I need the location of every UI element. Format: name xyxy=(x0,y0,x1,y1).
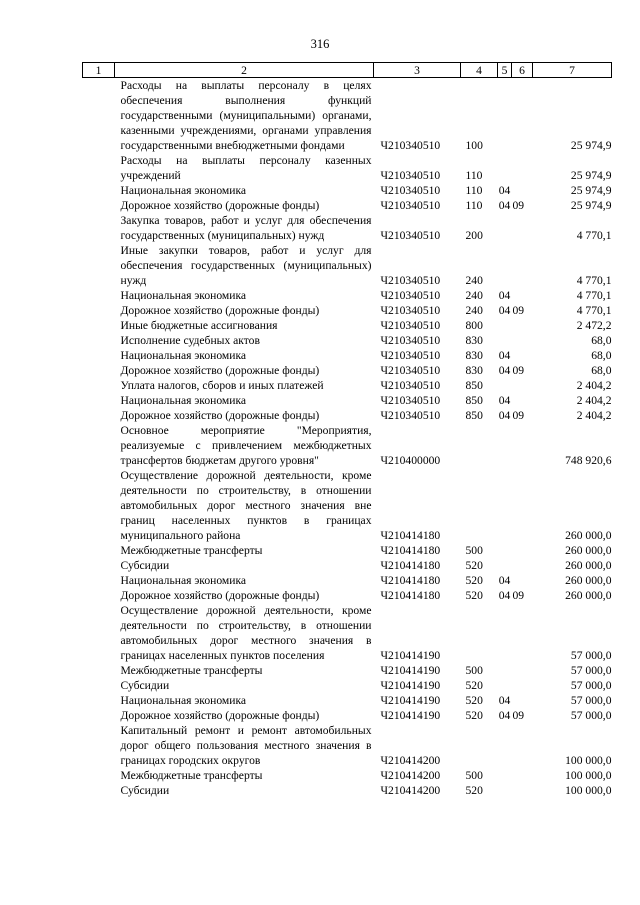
row-pr xyxy=(512,183,533,198)
row-vr xyxy=(461,468,498,543)
row-pr xyxy=(512,318,533,333)
row-blank-cell xyxy=(83,723,115,768)
row-rz xyxy=(498,558,512,573)
row-rz: 04 xyxy=(498,364,511,377)
table-row xyxy=(83,603,612,663)
table-row xyxy=(83,213,612,243)
row-blank-cell xyxy=(83,303,115,318)
row-code: Ч210340510 xyxy=(380,139,441,152)
row-code: Ч210400000 xyxy=(380,454,441,467)
row-pr xyxy=(512,678,533,693)
row-code: Ч210340510 xyxy=(380,289,441,302)
table-row xyxy=(83,318,612,333)
row-sum: 57 000,0 xyxy=(570,709,612,722)
row-blank-cell xyxy=(83,348,115,363)
row-sum: 100 000,0 xyxy=(565,784,612,797)
row-code: Ч210414200 xyxy=(380,754,441,767)
row-vr: 100 xyxy=(465,139,483,152)
table-row xyxy=(83,78,612,154)
row-name: Дорожное хозяйство (дорожные фонды) xyxy=(120,304,320,317)
row-sum: 2 404,2 xyxy=(576,379,612,392)
row-blank-cell xyxy=(83,783,115,798)
row-vr: 800 xyxy=(465,319,483,332)
row-blank-cell xyxy=(83,588,115,603)
table-row xyxy=(83,243,612,288)
row-vr: 500 xyxy=(465,769,483,782)
row-name: Межбюджетные трансферты xyxy=(120,664,263,677)
table-row xyxy=(83,333,612,348)
row-rz xyxy=(498,423,512,468)
table-row xyxy=(83,558,612,573)
row-vr: 500 xyxy=(465,664,483,677)
row-code: Ч210340510 xyxy=(380,364,441,377)
row-code: Ч210340510 xyxy=(380,304,441,317)
row-rz: 04 xyxy=(498,709,511,722)
row-code: Ч210340510 xyxy=(380,229,441,242)
row-blank-cell xyxy=(83,573,115,588)
row-vr: 520 xyxy=(465,784,483,797)
row-pr xyxy=(512,393,533,408)
row-code: Ч210414180 xyxy=(380,544,441,557)
row-vr: 520 xyxy=(465,589,483,602)
row-vr: 240 xyxy=(465,304,483,317)
row-name: Дорожное хозяйство (дорожные фонды) xyxy=(120,589,320,602)
row-rz xyxy=(498,318,512,333)
row-sum: 57 000,0 xyxy=(570,679,612,692)
row-blank-cell xyxy=(83,288,115,303)
header-col-7: 7 xyxy=(533,63,612,78)
table-row xyxy=(83,183,612,198)
row-blank-cell xyxy=(83,768,115,783)
row-blank-cell xyxy=(83,408,115,423)
row-rz: 04 xyxy=(498,394,511,407)
row-vr: 520 xyxy=(465,559,483,572)
row-code: Ч210414200 xyxy=(380,769,441,782)
row-vr: 850 xyxy=(465,394,483,407)
row-rz xyxy=(498,723,512,768)
row-blank-cell xyxy=(83,318,115,333)
row-sum: 100 000,0 xyxy=(565,754,612,767)
row-rz: 04 xyxy=(498,589,511,602)
row-name: Осуществление дорожной деятельности, кроме деятельности по строительству, в отношении автомобильных дорог местного значения вне границ населенных пунктов в границах муниципального района xyxy=(120,469,372,542)
row-sum: 4 770,1 xyxy=(576,289,612,302)
row-name: Национальная экономика xyxy=(120,289,247,302)
row-blank-cell xyxy=(83,708,115,723)
row-sum: 4 770,1 xyxy=(576,229,612,242)
header-row xyxy=(83,63,612,78)
row-name: Межбюджетные трансферты xyxy=(120,769,263,782)
row-name: Дорожное хозяйство (дорожные фонды) xyxy=(120,199,320,212)
row-name: Уплата налогов, сборов и иных платежей xyxy=(120,379,324,392)
row-sum: 68,0 xyxy=(591,364,612,377)
row-name: Расходы на выплаты персоналу казенных учреждений xyxy=(120,154,372,182)
row-sum: 260 000,0 xyxy=(565,574,612,587)
budget-table xyxy=(82,62,612,798)
row-name: Дорожное хозяйство (дорожные фонды) xyxy=(120,709,320,722)
row-vr: 500 xyxy=(465,544,483,557)
row-sum: 25 974,9 xyxy=(570,199,612,212)
table-row xyxy=(83,378,612,393)
row-sum: 748 920,6 xyxy=(565,454,612,467)
row-pr xyxy=(512,153,533,183)
row-rz xyxy=(498,678,512,693)
row-name: Национальная экономика xyxy=(120,574,247,587)
row-sum: 25 974,9 xyxy=(570,169,612,182)
row-vr: 200 xyxy=(465,229,483,242)
row-blank-cell xyxy=(83,198,115,213)
row-vr: 520 xyxy=(465,694,483,707)
row-rz xyxy=(498,243,512,288)
table-row xyxy=(83,573,612,588)
row-vr: 110 xyxy=(465,184,483,197)
row-blank-cell xyxy=(83,363,115,378)
row-blank-cell xyxy=(83,603,115,663)
row-code: Ч210340510 xyxy=(380,394,441,407)
row-sum: 68,0 xyxy=(591,334,612,347)
row-name: Субсидии xyxy=(120,679,170,692)
row-blank-cell xyxy=(83,213,115,243)
row-sum: 100 000,0 xyxy=(565,769,612,782)
row-pr xyxy=(512,288,533,303)
row-name: Иные бюджетные ассигнования xyxy=(120,319,278,332)
table-row xyxy=(83,423,612,468)
row-name: Дорожное хозяйство (дорожные фонды) xyxy=(120,409,320,422)
row-vr: 830 xyxy=(465,364,483,377)
row-code: Ч210340510 xyxy=(380,409,441,422)
row-vr: 110 xyxy=(465,169,483,182)
row-name: Осуществление дорожной деятельности, кроме деятельности по строительству, в отношении автомобильных дорог местного значения в границах населенных пунктов поселения xyxy=(120,604,372,662)
row-rz xyxy=(498,378,512,393)
row-blank-cell xyxy=(83,78,115,154)
row-rz xyxy=(498,663,512,678)
row-pr xyxy=(512,663,533,678)
row-code: Ч210414200 xyxy=(380,784,441,797)
row-vr: 850 xyxy=(465,409,483,422)
row-sum: 57 000,0 xyxy=(570,694,612,707)
row-code: Ч210340510 xyxy=(380,349,441,362)
table-header xyxy=(83,63,612,78)
row-vr: 240 xyxy=(465,274,483,287)
table-row xyxy=(83,663,612,678)
table-row xyxy=(83,678,612,693)
row-vr: 520 xyxy=(465,574,483,587)
row-blank-cell xyxy=(83,693,115,708)
row-vr: 240 xyxy=(465,289,483,302)
header-col-5: 5 xyxy=(498,63,512,78)
row-pr xyxy=(512,573,533,588)
row-name: Субсидии xyxy=(120,784,170,797)
row-code: Ч210414190 xyxy=(380,649,441,662)
row-name: Основное мероприятие "Мероприятия, реализуемые с привлечением межбюджетных трансфертов бюджетам другого уровня" xyxy=(120,424,372,467)
table-row xyxy=(83,768,612,783)
row-pr xyxy=(512,78,533,154)
row-pr xyxy=(512,543,533,558)
table-row xyxy=(83,708,612,723)
row-pr: 09 xyxy=(512,589,525,602)
row-code: Ч210340510 xyxy=(380,169,441,182)
row-code: Ч210340510 xyxy=(380,274,441,287)
row-name: Национальная экономика xyxy=(120,349,247,362)
row-blank-cell xyxy=(83,663,115,678)
page-number: 316 xyxy=(310,37,330,51)
row-name: Закупка товаров, работ и услуг для обеспечения государственных (муниципальных) нужд xyxy=(120,214,372,242)
table-row xyxy=(83,348,612,363)
row-rz: 04 xyxy=(498,184,511,197)
row-sum: 2 404,2 xyxy=(576,394,612,407)
table-row xyxy=(83,153,612,183)
row-rz: 04 xyxy=(498,199,511,212)
row-pr: 09 xyxy=(512,199,525,212)
row-code: Ч210414180 xyxy=(380,589,441,602)
row-name: Исполнение судебных актов xyxy=(120,334,260,347)
row-sum: 260 000,0 xyxy=(565,529,612,542)
row-vr xyxy=(461,603,498,663)
row-blank-cell xyxy=(83,543,115,558)
row-name: Национальная экономика xyxy=(120,394,247,407)
row-sum: 260 000,0 xyxy=(565,589,612,602)
row-blank-cell xyxy=(83,393,115,408)
row-rz xyxy=(498,468,512,543)
header-col-1: 1 xyxy=(83,63,115,78)
table-row xyxy=(83,408,612,423)
row-vr: 830 xyxy=(465,334,483,347)
row-rz: 04 xyxy=(498,409,511,422)
row-sum: 68,0 xyxy=(591,349,612,362)
row-pr: 09 xyxy=(512,709,525,722)
row-rz: 04 xyxy=(498,304,511,317)
row-rz xyxy=(498,768,512,783)
row-pr xyxy=(512,423,533,468)
row-rz xyxy=(498,213,512,243)
row-name: Межбюджетные трансферты xyxy=(120,544,263,557)
header-col-6: 6 xyxy=(512,63,533,78)
row-blank-cell xyxy=(83,153,115,183)
row-name: Капитальный ремонт и ремонт автомобильных дорог общего пользования местного значения в границах городских округов xyxy=(120,724,372,767)
row-rz xyxy=(498,543,512,558)
row-blank-cell xyxy=(83,378,115,393)
row-sum: 260 000,0 xyxy=(565,544,612,557)
row-vr xyxy=(461,423,498,468)
table-row xyxy=(83,363,612,378)
row-sum: 2 472,2 xyxy=(576,319,612,332)
row-code: Ч210414190 xyxy=(380,709,441,722)
row-rz xyxy=(498,333,512,348)
row-pr xyxy=(512,333,533,348)
row-pr xyxy=(512,378,533,393)
row-pr: 09 xyxy=(512,409,525,422)
row-pr xyxy=(512,768,533,783)
table-row xyxy=(83,303,612,318)
row-sum: 25 974,9 xyxy=(570,184,612,197)
row-pr xyxy=(512,213,533,243)
table-row xyxy=(83,783,612,798)
row-blank-cell xyxy=(83,243,115,288)
row-sum: 57 000,0 xyxy=(570,649,612,662)
row-blank-cell xyxy=(83,333,115,348)
table-row xyxy=(83,468,612,543)
row-vr: 520 xyxy=(465,679,483,692)
table-row xyxy=(83,723,612,768)
row-rz xyxy=(498,603,512,663)
row-pr xyxy=(512,243,533,288)
table-row xyxy=(83,543,612,558)
row-code: Ч210414190 xyxy=(380,694,441,707)
header-col-4: 4 xyxy=(461,63,498,78)
row-name: Субсидии xyxy=(120,559,170,572)
row-vr: 520 xyxy=(465,709,483,722)
row-pr xyxy=(512,348,533,363)
table-row xyxy=(83,198,612,213)
row-name: Дорожное хозяйство (дорожные фонды) xyxy=(120,364,320,377)
row-blank-cell xyxy=(83,423,115,468)
row-code: Ч210414190 xyxy=(380,664,441,677)
row-code: Ч210414180 xyxy=(380,559,441,572)
row-sum: 2 404,2 xyxy=(576,409,612,422)
table-row xyxy=(83,588,612,603)
table-row xyxy=(83,693,612,708)
row-rz xyxy=(498,153,512,183)
row-vr: 850 xyxy=(465,379,483,392)
row-sum: 57 000,0 xyxy=(570,664,612,677)
row-blank-cell xyxy=(83,468,115,543)
row-code: Ч210414180 xyxy=(380,574,441,587)
header-col-2: 2 xyxy=(115,63,374,78)
row-code: Ч210414180 xyxy=(380,529,441,542)
row-blank-cell xyxy=(83,183,115,198)
row-sum: 25 974,9 xyxy=(570,139,612,152)
row-code: Ч210340510 xyxy=(380,199,441,212)
row-blank-cell xyxy=(83,678,115,693)
row-rz: 04 xyxy=(498,349,511,362)
row-name: Национальная экономика xyxy=(120,694,247,707)
header-col-3: 3 xyxy=(374,63,461,78)
row-rz: 04 xyxy=(498,289,511,302)
row-code: Ч210340510 xyxy=(380,334,441,347)
row-sum: 4 770,1 xyxy=(576,274,612,287)
row-name: Национальная экономика xyxy=(120,184,247,197)
row-name: Расходы на выплаты персоналу в целях обеспечения выполнения функций государственными (муниципальными) органами, казенными учреждениями, органами управления государственными внебюджетными фондами xyxy=(120,79,372,152)
row-sum: 260 000,0 xyxy=(565,559,612,572)
row-pr xyxy=(512,558,533,573)
table-row xyxy=(83,393,612,408)
row-vr xyxy=(461,723,498,768)
row-sum: 4 770,1 xyxy=(576,304,612,317)
row-pr xyxy=(512,693,533,708)
row-vr: 110 xyxy=(465,199,483,212)
row-rz: 04 xyxy=(498,574,511,587)
row-code: Ч210414190 xyxy=(380,679,441,692)
row-code: Ч210340510 xyxy=(380,184,441,197)
row-rz xyxy=(498,783,512,798)
row-code: Ч210340510 xyxy=(380,379,441,392)
row-pr: 09 xyxy=(512,304,525,317)
row-rz: 04 xyxy=(498,694,511,707)
row-code: Ч210340510 xyxy=(380,319,441,332)
row-pr xyxy=(512,723,533,768)
table-row xyxy=(83,288,612,303)
row-pr xyxy=(512,468,533,543)
row-pr xyxy=(512,783,533,798)
table-body xyxy=(83,78,612,799)
row-pr xyxy=(512,603,533,663)
row-vr: 830 xyxy=(465,349,483,362)
row-name: Иные закупки товаров, работ и услуг для обеспечения государственных (муниципальных) нужд xyxy=(120,244,372,287)
row-pr: 09 xyxy=(512,364,525,377)
row-rz xyxy=(498,78,512,154)
row-blank-cell xyxy=(83,558,115,573)
